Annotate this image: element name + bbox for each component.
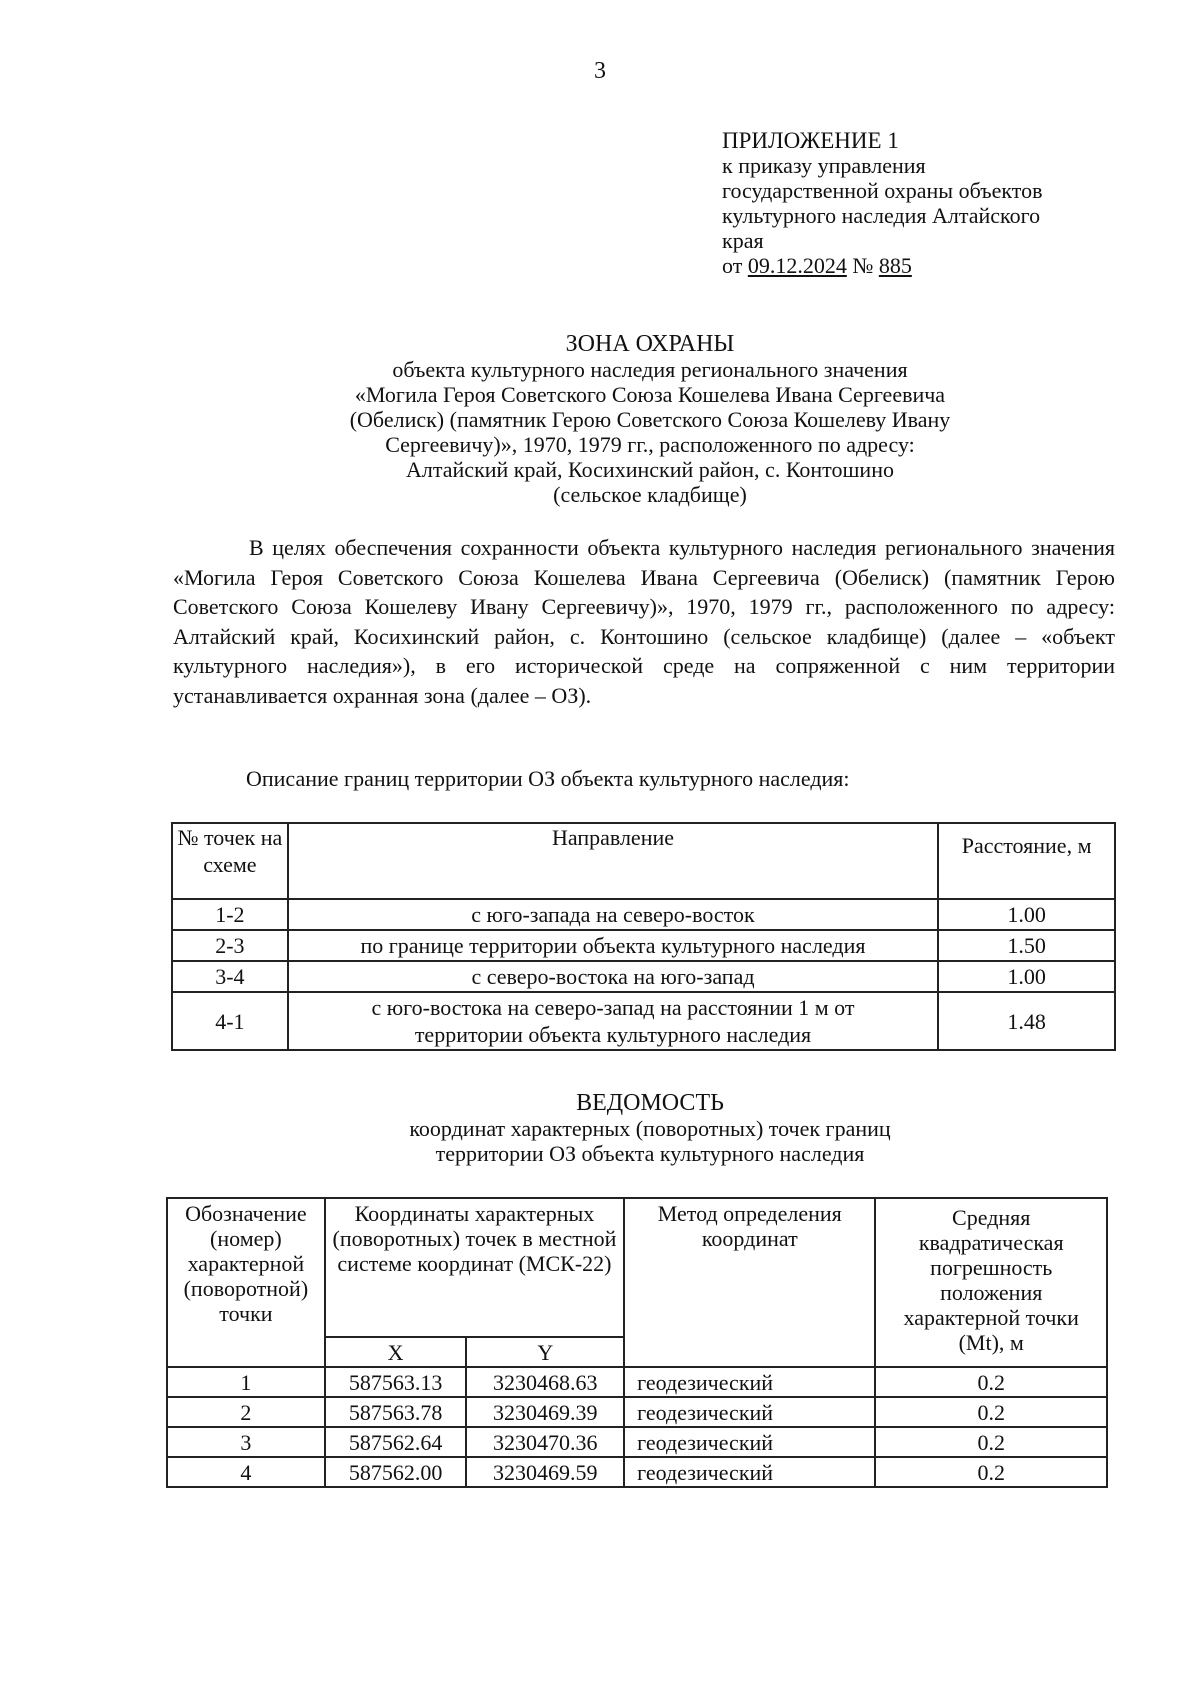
cell-points: 2-3 (172, 930, 288, 961)
cell-error: 0.2 (875, 1457, 1107, 1487)
header-y: Y (466, 1337, 624, 1367)
cell-x: 587563.78 (325, 1397, 467, 1427)
zone-subtitle-line: Алтайский край, Косихинский район, с. Контошино (406, 457, 894, 482)
appendix-line: края (722, 228, 764, 253)
statement-title-block (150, 1091, 1150, 1166)
main-paragraph (173, 533, 1115, 710)
header-error: Средняя квадратическая погрешность положения характерной точки (Mt), м (875, 1198, 1107, 1367)
cell-points: 4-1 (172, 992, 288, 1050)
zone-subtitle-line: Сергеевичу)», 1970, 1979 гг., расположенного по адресу: (385, 432, 915, 457)
table-row (172, 899, 1115, 930)
date-prefix: от (722, 253, 743, 278)
zone-subtitle-line: объекта культурного наследия регионального значения (392, 357, 908, 382)
page-number: 3 (594, 58, 606, 84)
header-method: Метод определения координат (624, 1198, 875, 1367)
cell-y: 3230469.59 (466, 1457, 624, 1487)
table-row (167, 1397, 1107, 1427)
cell-x: 587562.64 (325, 1427, 467, 1457)
cell-direction: с северо-востока на юго-запад (288, 961, 938, 992)
cell-x: 587562.00 (325, 1457, 467, 1487)
header-coordinates: Координаты характерных (поворотных) точек в местной системе координат (МСК-22) (325, 1198, 624, 1337)
cell-point: 1 (167, 1367, 325, 1397)
cell-point: 2 (167, 1397, 325, 1427)
statement-subtitle-line: координат характерных (поворотных) точек границ (409, 1116, 891, 1141)
main-paragraph-text: В целях обеспечения сохранности объекта культурного наследия регионального значения «Могила Героя Советского Союза Кошелева Ивана Сергеевича (Обелиск) (памятник Герою Советского Союза Кошелеву Ивану Сергеевичу)», 1970, 1979 гг., расположенного по адресу: Алтайский край, Косихинский район, с. Контошино (сельское кладбище) (далее – «объект культурного наследия»), в его исторической среде на сопряженной с ним территории устанавливается охранная зона (далее – ОЗ). (173, 535, 1115, 708)
cell-error: 0.2 (875, 1397, 1107, 1427)
number-sign: № (852, 253, 874, 278)
appendix-block (722, 128, 1142, 278)
appendix-line: к приказу управления (722, 153, 926, 178)
cell-direction: с юго-востока на северо-запад на расстоянии 1 м от территории объекта культурного наследия (288, 992, 938, 1050)
cell-y: 3230470.36 (466, 1427, 624, 1457)
zone-subtitle-line: «Могила Героя Советского Союза Кошелева Ивана Сергеевича (354, 382, 946, 407)
cell-error: 0.2 (875, 1367, 1107, 1397)
cell-y: 3230468.63 (466, 1367, 624, 1397)
zone-subtitle-line: (Обелиск) (памятник Герою Советского Союза Кошелеву Ивану (349, 407, 951, 432)
table-row (172, 961, 1115, 992)
statement-subtitle-line: территории ОЗ объекта культурного наследия (435, 1141, 865, 1166)
appendix-line: культурного наследия Алтайского (722, 203, 1041, 228)
appendix-line: государственной охраны объектов (722, 178, 1043, 203)
cell-direction: по границе территории объекта культурного наследия (288, 930, 938, 961)
cell-distance: 1.00 (938, 961, 1115, 992)
order-date: 09.12.2024 (747, 253, 847, 278)
statement-title: ВЕДОМОСТЬ (576, 1090, 724, 1116)
coordinates-table-header (167, 1198, 1107, 1337)
cell-error: 0.2 (875, 1427, 1107, 1457)
boundary-table-header (172, 823, 1115, 899)
cell-x: 587563.13 (325, 1367, 467, 1397)
boundary-table (171, 822, 1116, 1051)
table-row (172, 930, 1115, 961)
cell-points: 3-4 (172, 961, 288, 992)
cell-method: геодезический (624, 1427, 875, 1457)
header-point: Обозначение (номер) характерной (поворотной) точки (167, 1198, 325, 1367)
cell-method: геодезический (624, 1367, 875, 1397)
order-number: 885 (878, 253, 912, 278)
cell-distance: 1.00 (938, 899, 1115, 930)
cell-method: геодезический (624, 1457, 875, 1487)
header-direction: Направление (288, 823, 938, 899)
appendix-title: ПРИЛОЖЕНИЕ 1 (722, 128, 899, 153)
boundary-description: Описание границ территории ОЗ объекта культурного наследия: (246, 766, 850, 791)
header-points: № точек на схеме (172, 823, 288, 899)
cell-point: 4 (167, 1457, 325, 1487)
table-row (167, 1427, 1107, 1457)
cell-method: геодезический (624, 1397, 875, 1427)
cell-distance: 1.48 (938, 992, 1115, 1050)
cell-y: 3230469.39 (466, 1397, 624, 1427)
table-row (167, 1457, 1107, 1487)
cell-direction: с юго-запада на северо-восток (288, 899, 938, 930)
appendix-date-line (722, 253, 1142, 278)
cell-point: 3 (167, 1427, 325, 1457)
zone-subtitle-line: (сельское кладбище) (553, 482, 747, 507)
cell-points: 1-2 (172, 899, 288, 930)
zone-title-block (150, 332, 1150, 507)
coordinates-table (166, 1197, 1108, 1488)
header-distance: Расстояние, м (938, 823, 1115, 899)
zone-title: ЗОНА ОХРАНЫ (565, 331, 735, 357)
header-x: X (325, 1337, 467, 1367)
cell-distance: 1.50 (938, 930, 1115, 961)
table-row (172, 992, 1115, 1050)
table-row (167, 1367, 1107, 1397)
